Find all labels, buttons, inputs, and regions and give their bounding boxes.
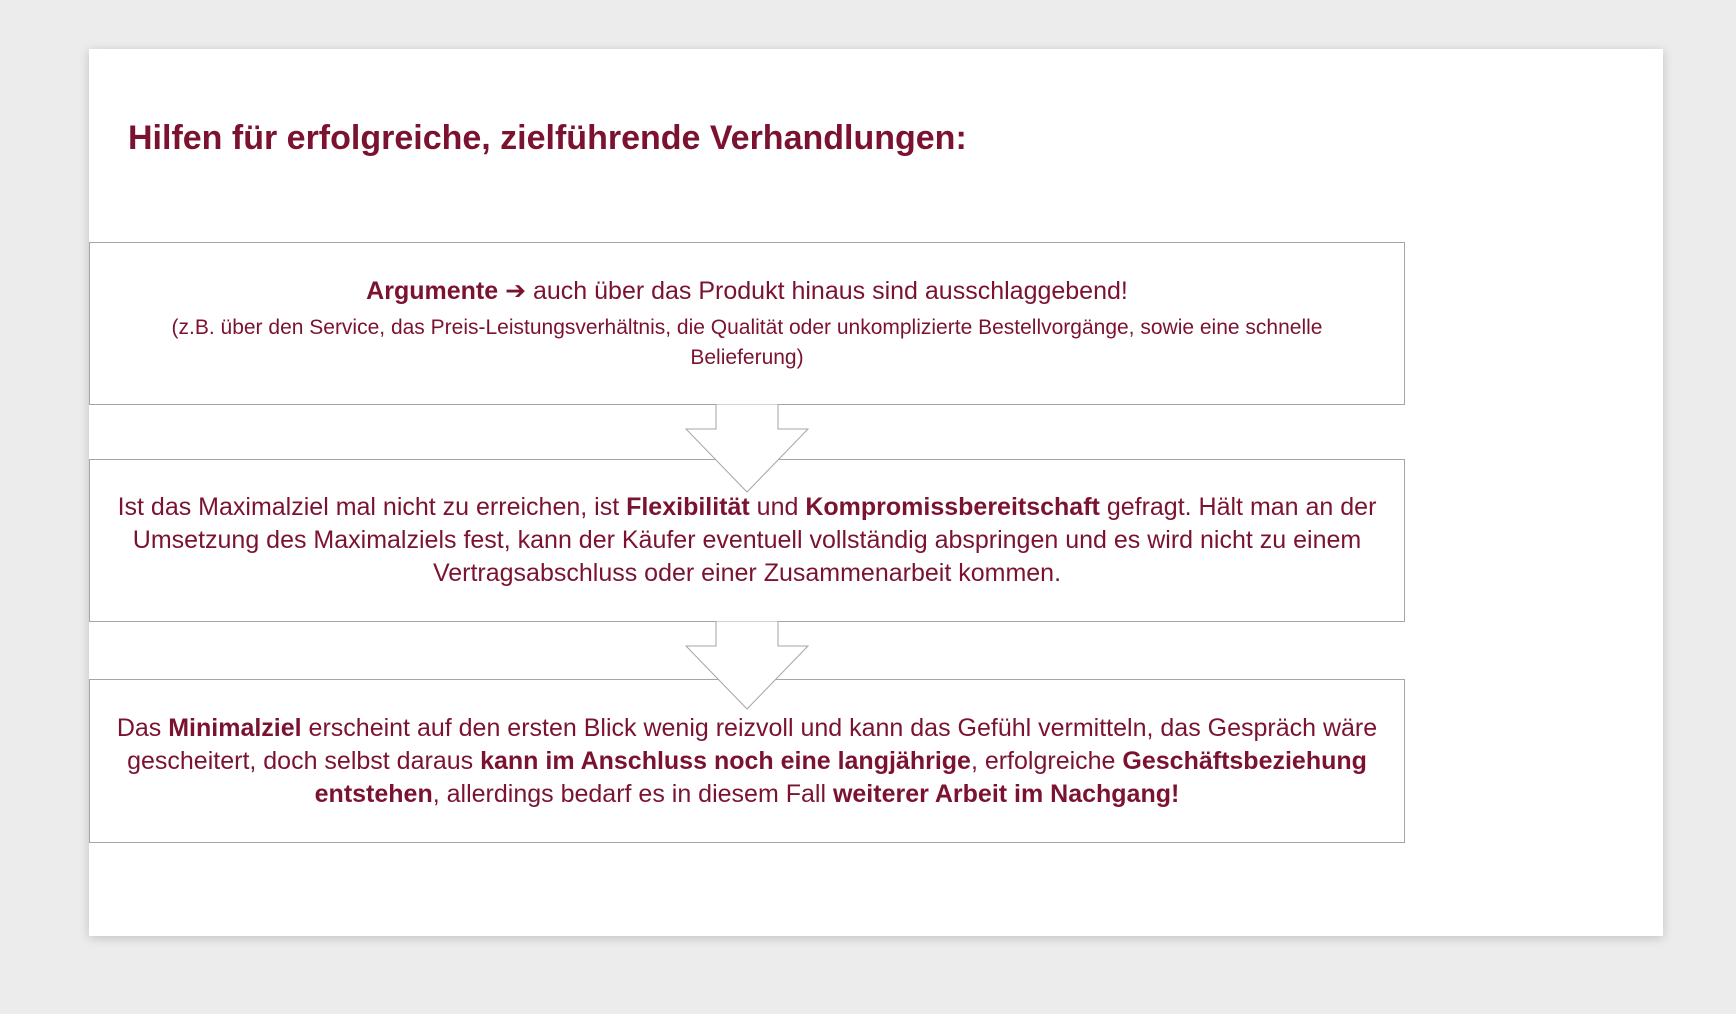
text-run: , allerdings bedarf es in diesem Fall bbox=[432, 779, 833, 808]
argumente-examples: (z.B. über den Service, das Preis-Leistungsverhältnis, die Qualität oder unkomplizierte Bestellvorgänge, sowie eine schnelle Belieferung) bbox=[171, 316, 1323, 369]
maximalziel-paragraph bbox=[104, 491, 1390, 590]
text-run: und bbox=[749, 493, 806, 521]
kompromissbereitschaft-term: Kompromissbereitschaft bbox=[805, 493, 1100, 521]
right-arrow-icon: ➔ bbox=[505, 276, 527, 305]
flexibilitaet-term: Flexibilität bbox=[626, 493, 750, 521]
minimalziel-paragraph bbox=[104, 712, 1390, 811]
geschaeftsbeziehung-highlight: Geschäftsbeziehung entstehen bbox=[314, 746, 1367, 808]
slide bbox=[89, 49, 1663, 936]
text-run: gefragt. Hält man an der Umsetzung des Maximalziels fest, kann der Käufer eventuell vollständig abspringen und es wird nicht zu einem Vertragsabschluss oder einer Zusammenarbeit kommen. bbox=[132, 493, 1377, 587]
nachgang-highlight: weiterer Arbeit im Nachgang! bbox=[832, 779, 1180, 808]
down-arrow-icon bbox=[684, 621, 810, 711]
slide-title: Hilfen für erfolgreiche, zielführende Verhandlungen: bbox=[128, 119, 967, 157]
text-run: , erfolgreiche bbox=[970, 746, 1123, 775]
minimalziel-term: Minimalziel bbox=[168, 713, 302, 742]
argumente-main-line bbox=[366, 275, 1128, 308]
text-run: Ist das Maximalziel mal nicht zu erreichen, ist bbox=[117, 493, 627, 521]
argumente-term: Argumente bbox=[366, 276, 499, 305]
argumente-box bbox=[89, 242, 1405, 405]
langjaehrige-highlight: kann im Anschluss noch eine langjährige bbox=[480, 746, 971, 775]
text-run: Das bbox=[116, 713, 169, 742]
text-run: erscheint auf den ersten Blick wenig reizvoll und kann das Gefühl vermitteln, das Gespräch wäre gescheitert, doch selbst daraus bbox=[127, 713, 1378, 775]
argumente-main-text: auch über das Produkt hinaus sind ausschlaggebend! bbox=[526, 276, 1128, 305]
down-arrow-icon bbox=[684, 404, 810, 494]
